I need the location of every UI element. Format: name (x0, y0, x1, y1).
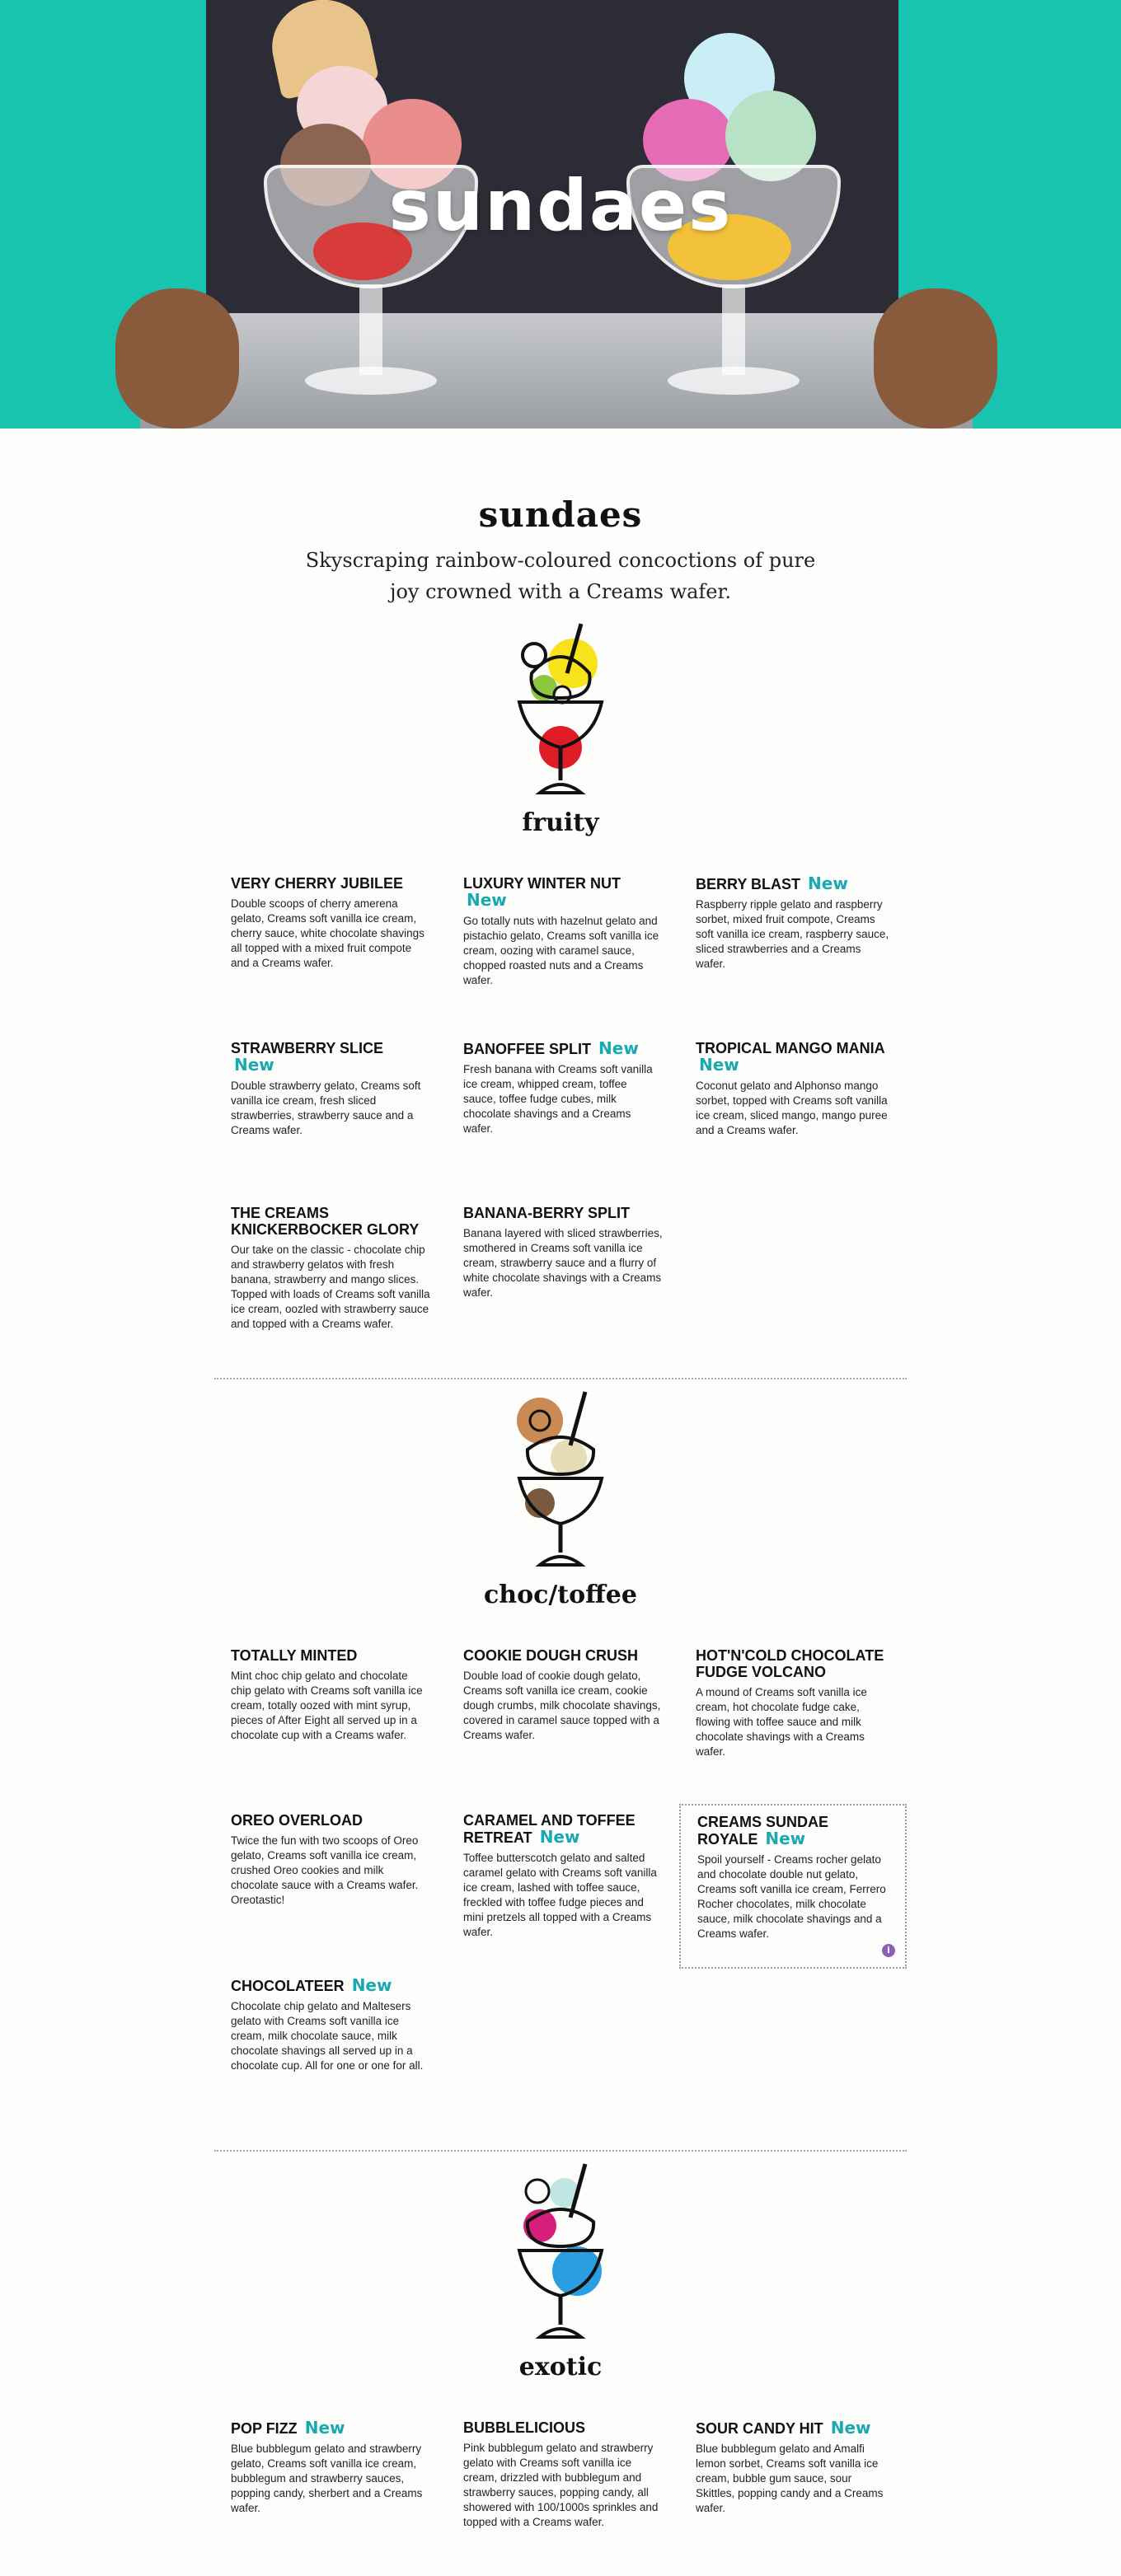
item-name: VERY CHERRY JUBILEE (231, 875, 404, 892)
item-name: COOKIE DOUGH CRUSH (463, 1647, 639, 1664)
item-description: Blue bubblegum gelato and Amalfi lemon sorbet, Creams soft vanilla ice cream, bubble gum sauce, sour Skittles, popping candy and a Creams wafer. (696, 2443, 884, 2514)
menu-item[interactable] (214, 1032, 447, 1197)
item-description: Blue bubblegum gelato and strawberry gelato, Creams soft vanilla ice cream, bubblegum and strawberry sauces, popping candy, sherbert and a Creams wafer. (231, 2443, 423, 2514)
menu-item-highlighted[interactable] (679, 1804, 907, 1969)
info-icon[interactable]: i (882, 1944, 895, 1957)
item-name: BUBBLELICIOUS (463, 2419, 585, 2436)
item-name: CARAMEL AND TOFFEE RETREAT (463, 1812, 636, 1846)
item-description: Double strawberry gelato, Creams soft vanilla ice cream, fresh sliced strawberries, strawberry sauce and a Creams wafer. (231, 1080, 421, 1136)
section-choc-toffee (214, 1379, 907, 2133)
hero-hand-right (874, 288, 997, 429)
menu-item[interactable] (679, 1639, 907, 1804)
new-badge: New (539, 1827, 580, 1847)
section-title-choc-toffee: choc/toffee (484, 1581, 637, 1609)
item-description: Chocolate chip gelato and Maltesers gelato with Creams soft vanilla ice cream, milk chocolate sauce, milk chocolate shavings all served up in a chocolate cup. All for one or one for all. (231, 2000, 424, 2072)
new-badge: New (598, 1038, 639, 1058)
menu-item[interactable] (447, 867, 679, 1032)
section-fruity (214, 607, 907, 1361)
item-description: Double scoops of cherry amerena gelato, Creams soft vanilla ice cream, cherry sauce, white chocolate shavings all topped with a mixed fruit compote and a Creams wafer. (231, 897, 424, 969)
menu-item[interactable] (447, 1032, 679, 1197)
item-name: POP FIZZ (231, 2420, 298, 2437)
item-description: Spoil yourself - Creams rocher gelato and chocolate double nut gelato, Creams soft vanilla ice cream, Ferrero Rocher chocolates, milk chocolate sauce, milk chocolate shavings and a Creams wafer. (697, 1853, 886, 1940)
menu-item[interactable] (214, 1197, 447, 1361)
new-badge: New (351, 1975, 392, 1995)
item-name: LUXURY WINTER NUT (463, 875, 621, 892)
new-badge: New (234, 1055, 274, 1075)
new-badge: New (304, 2418, 345, 2438)
menu-item[interactable] (447, 1197, 679, 1361)
section-title-fruity: fruity (522, 808, 599, 837)
menu-item[interactable] (679, 867, 907, 1032)
new-badge: New (830, 2418, 871, 2438)
menu-item[interactable] (679, 2411, 907, 2576)
item-name: BERRY BLAST (696, 876, 801, 892)
hero-hand-left (115, 288, 239, 429)
new-badge: New (467, 890, 507, 910)
fruity-sundae-icon (503, 616, 618, 805)
item-description: Double load of cookie dough gelato, Creams soft vanilla ice cream, cookie dough crumbs, milk chocolate shavings, covered in caramel sauce topped with a Creams wafer. (463, 1670, 661, 1741)
section-exotic (214, 2152, 907, 2576)
menu-item[interactable] (214, 1639, 447, 1804)
item-name: CHOCOLATEER (231, 1978, 345, 1994)
menu-grid-exotic (214, 2411, 907, 2576)
hero-title: sundaes (388, 165, 733, 247)
section-title-exotic: exotic (518, 2353, 603, 2382)
item-description: Twice the fun with two scoops of Oreo gelato, Creams soft vanilla ice cream, crushed Oreo cookies and milk chocolate sauce with a Creams wafer. Oreotastic! (231, 1834, 419, 1906)
new-badge: New (765, 1829, 806, 1848)
menu-grid-choc-toffee (214, 1639, 907, 2133)
menu-item[interactable] (214, 2411, 447, 2576)
item-description: A mound of Creams soft vanilla ice cream, hot chocolate fudge cake, flowing with toffee sauce and milk chocolate shavings with a Creams wafer. (696, 1686, 867, 1758)
item-description: Banana layered with sliced strawberries, smothered in Creams soft vanilla ice cream, strawberry sauce and a flurry of white chocolate shavings with a Creams wafer. (463, 1227, 663, 1299)
item-description: Coconut gelato and Alphonso mango sorbet, topped with Creams soft vanilla ice cream, sliced mango, mango puree and a Creams wafer. (696, 1080, 888, 1136)
item-name: TROPICAL MANGO MANIA (696, 1040, 884, 1056)
item-description: Mint choc chip gelato and chocolate chip gelato with Creams soft vanilla ice cream, totally oozed with mint syrup, pieces of After Eight all served up in a chocolate cup with a Creams wafer. (231, 1670, 423, 1741)
item-name: OREO OVERLOAD (231, 1812, 364, 1829)
item-description: Our take on the classic - chocolate chip and strawberry gelatos with fresh banana, strawberry and mango slices. Topped with loads of Creams soft vanilla ice cream, oozled with strawberry sauce and topped with a Creams wafer. (231, 1244, 430, 1330)
menu-item[interactable] (214, 1804, 447, 1969)
item-description: Pink bubblegum gelato and strawberry gelato with Creams soft vanilla ice cream, drizzled with bubblegum and strawberry sauces, popping candy, all showered with 100/1000s sprinkles and topped with a Creams wafer. (463, 2442, 659, 2528)
menu-item[interactable] (214, 867, 447, 1032)
item-name: STRAWBERRY SLICE (231, 1040, 384, 1056)
item-name: BANANA-BERRY SPLIT (463, 1205, 631, 1221)
item-name: THE CREAMS KNICKERBOCKER GLORY (231, 1205, 420, 1238)
item-name: HOT'N'COLD CHOCOLATE FUDGE VOLCANO (696, 1647, 884, 1680)
page-title: sundaes (478, 494, 643, 535)
item-description: Fresh banana with Creams soft vanilla ice cream, whipped cream, toffee sauce, toffee fudge cubes, milk chocolate shavings and a Creams wafer. (463, 1063, 653, 1135)
menu-item[interactable] (214, 1969, 447, 2133)
item-name: TOTALLY MINTED (231, 1647, 358, 1664)
page-subtitle: Skyscraping rainbow-coloured concoctions of pure joy crowned with a Creams wafer. (305, 549, 816, 603)
exotic-sundae-icon (503, 2160, 618, 2349)
item-name: SOUR CANDY HIT (696, 2420, 823, 2437)
menu-item[interactable] (447, 1804, 679, 1969)
item-description: Go totally nuts with hazelnut gelato and pistachio gelato, Creams soft vanilla ice cream, oozing with caramel sauce, chopped roasted nuts and a Creams wafer. (463, 915, 659, 986)
item-name: CREAMS SUNDAE ROYALE (697, 1814, 829, 1848)
hero-banner (0, 0, 1121, 429)
choc-toffee-sundae-icon (503, 1388, 618, 1577)
menu-item[interactable] (447, 1639, 679, 1804)
menu-item[interactable] (447, 2411, 679, 2576)
new-badge: New (699, 1055, 739, 1075)
item-description: Toffee butterscotch gelato and salted caramel gelato with Creams soft vanilla ice cream, lashed with toffee sauce, freckled with toffee fudge pieces and mini pretzels all topped with a Creams wafer. (463, 1852, 657, 1938)
menu-grid-fruity (214, 867, 907, 1361)
menu-item[interactable] (679, 1032, 907, 1197)
item-name: BANOFFEE SPLIT (463, 1041, 592, 1057)
new-badge: New (808, 873, 848, 893)
intro (0, 429, 1121, 607)
item-description: Raspberry ripple gelato and raspberry sorbet, mixed fruit compote, Creams soft vanilla ice cream, raspberry sauce, sliced strawberries and a Creams wafer. (696, 898, 889, 970)
